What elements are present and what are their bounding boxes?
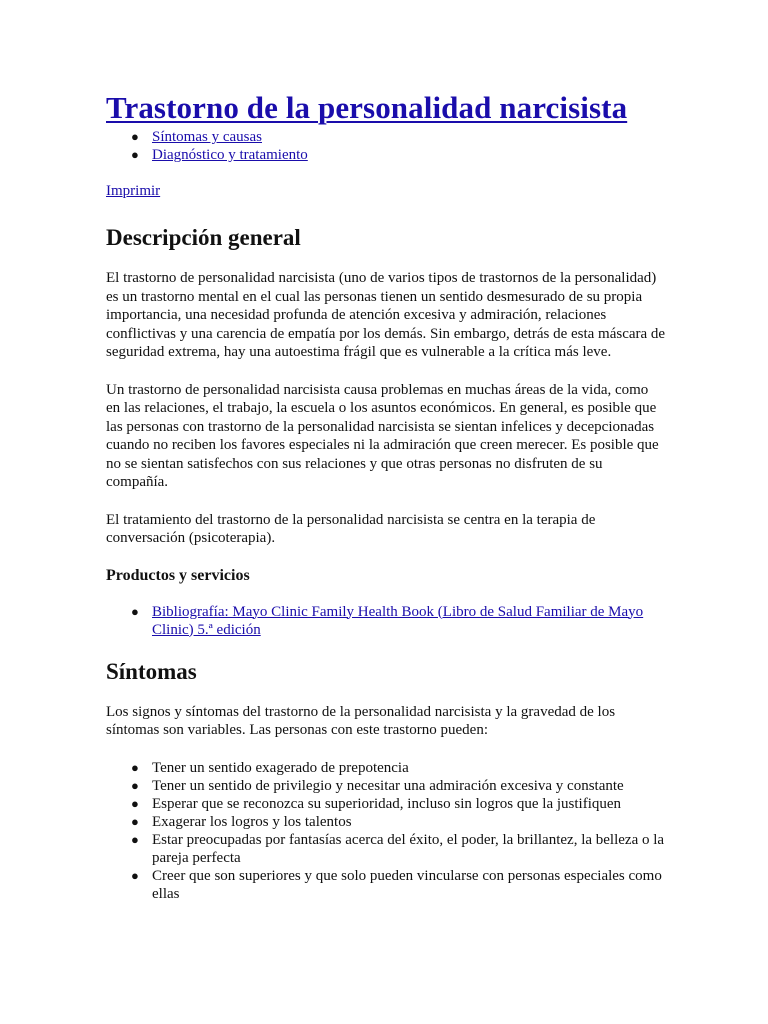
symptom-text: Tener un sentido de privilegio y necesitar una admiración excesiva y constante <box>152 777 624 794</box>
symptom-text: Tener un sentido exagerado de prepotencia <box>152 759 409 776</box>
overview-paragraph: Un trastorno de personalidad narcisista causa problemas en muchas áreas de la vida, como en las relaciones, el trabajo, la escuela o los asuntos económicos. En general, es posible que las personas con trastorno de la personalidad narcisista se sientan infelices y decepcionadas cuando no reciben los favores especiales ni la admiración que creen merecer. Es posible que no se sientan satisfechos con sus relaciones y que otras personas no disfruten de su compañía. <box>106 381 659 490</box>
nav-link-sintomas-causas[interactable]: Síntomas y causas <box>152 129 262 145</box>
bullet-icon: ● <box>131 759 139 775</box>
article <box>106 88 666 903</box>
list-item <box>131 795 666 813</box>
bullet-icon: ● <box>131 867 139 883</box>
symptoms-intro: Los signos y síntomas del trastorno de la personalidad narcisista y la gravedad de los síntomas son variables. Las personas con este trastorno pueden: <box>106 703 616 738</box>
list-item <box>131 813 666 831</box>
bullet-icon: ● <box>131 813 139 829</box>
bullet-icon: ● <box>131 129 139 144</box>
print-link[interactable]: Imprimir <box>106 183 161 199</box>
page-title <box>106 88 666 128</box>
products-heading: Productos y servicios <box>106 566 250 584</box>
list-item <box>131 777 666 795</box>
symptoms-heading: Síntomas <box>106 658 197 684</box>
symptom-text: Exagerar los logros y los talentos <box>152 813 352 830</box>
list-item <box>131 146 666 164</box>
bullet-icon: ● <box>131 147 139 162</box>
bullet-icon: ● <box>131 777 139 793</box>
bullet-icon: ● <box>131 831 139 847</box>
bullet-icon: ● <box>131 603 139 619</box>
section-nav-list <box>106 128 666 164</box>
symptom-text: Creer que son superiores y que solo pueden vincularse con personas especiales como ellas <box>152 867 662 902</box>
list-item <box>131 759 666 777</box>
list-item <box>131 603 666 639</box>
overview-heading: Descripción general <box>106 225 301 250</box>
list-item <box>131 128 666 146</box>
overview-paragraph: El trastorno de personalidad narcisista (uno de varios tipos de trastornos de la personalidad) es un trastorno mental en el cual las personas tienen un sentido desmesurado de su propia importancia, una necesidad profunda de atención excesiva y admiración, relaciones conflictivas y una carencia de empatía por los demás. Sin embargo, detrás de esta máscara de seguridad extrema, hay una autoestima frágil que es vulnerable a la crítica más leve. <box>106 270 666 360</box>
symptom-text: Estar preocupadas por fantasías acerca del éxito, el poder, la brillantez, la belleza o la pareja perfecta <box>152 831 665 866</box>
symptoms-list <box>106 759 666 903</box>
bullet-icon: ● <box>131 795 139 811</box>
list-item <box>131 831 666 867</box>
list-item <box>131 867 666 903</box>
nav-link-diagnostico-tratamiento[interactable]: Diagnóstico y tratamiento <box>152 147 308 163</box>
title-link[interactable]: Trastorno de la personalidad narcisista <box>106 90 628 125</box>
product-link-family-health-book[interactable]: Bibliografía: Mayo Clinic Family Health Book (Libro de Salud Familiar de Mayo Clinic) 5.ª edición <box>152 603 644 638</box>
overview-paragraph: El tratamiento del trastorno de la personalidad narcisista se centra en la terapia de conversación (psicoterapia). <box>106 511 596 546</box>
products-list <box>106 603 666 639</box>
symptom-text: Esperar que se reconozca su superioridad, incluso sin logros que la justifiquen <box>152 795 622 812</box>
